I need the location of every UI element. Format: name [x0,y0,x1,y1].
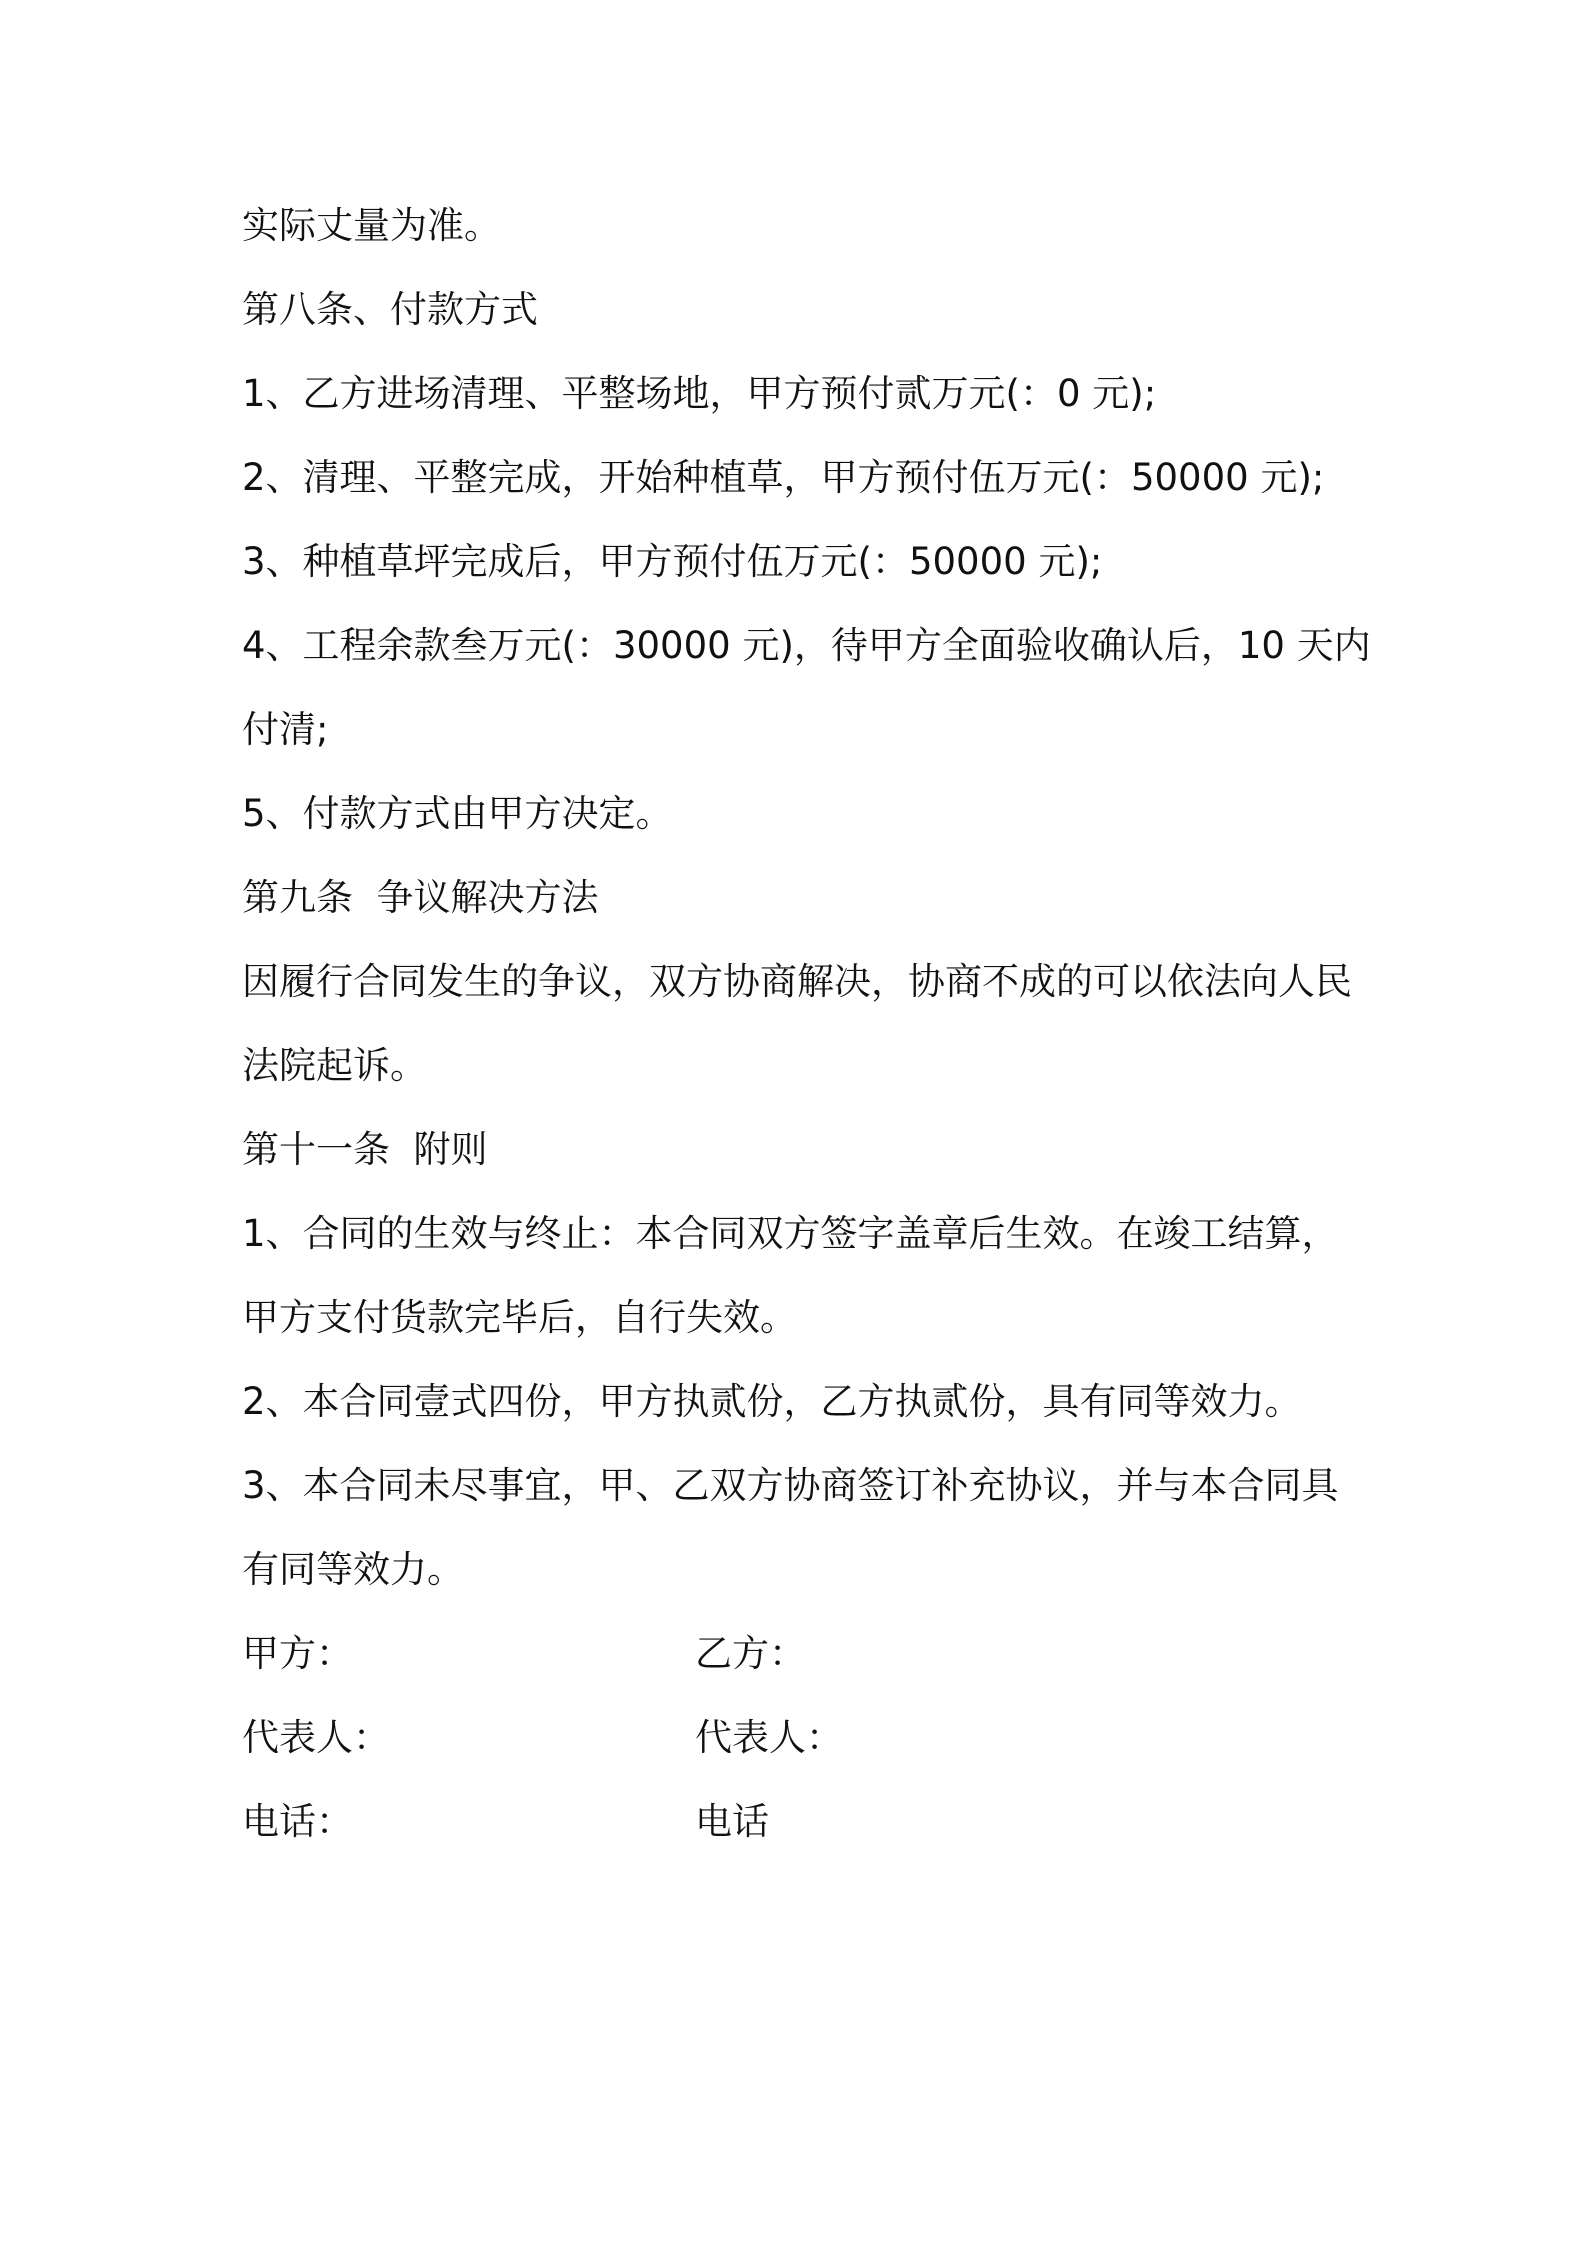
party-b-phone-label: 电话 [695,1800,769,1843]
party-a-label: 甲方： [242,1632,353,1675]
article-8 [242,268,1392,856]
party-b-representative-label: 代表人： [695,1716,843,1759]
signature-row-party [242,1612,1392,1696]
continuation-line: 实际丈量为准。 [242,204,501,247]
supplementary-item-3-line-2: 有同等效力。 [242,1548,464,1591]
party-a-representative-label: 代表人： [242,1716,390,1759]
payment-item-1: 1、乙方进场清理、平整场地，甲方预付贰万元(：0 元); [242,372,1157,415]
article-8-heading: 第八条、付款方式 [242,288,538,331]
article-9 [242,856,1392,1108]
contract-page [242,184,1392,1864]
article-9-heading: 第九条 争议解决方法 [242,876,599,919]
supplementary-item-1-line-2: 甲方支付货款完毕后，自行失效。 [242,1296,797,1339]
signature-block [242,1612,1392,1864]
supplementary-item-1-line-1: 1、合同的生效与终止：本合同双方签字盖章后生效。在竣工结算， [242,1212,1339,1255]
payment-item-3: 3、种植草坪完成后，甲方预付伍万元(：50000 元); [242,540,1103,583]
dispute-paragraph-line-2: 法院起诉。 [242,1044,427,1087]
payment-item-4-line-1: 4、工程余款叁万元(：30000 元)，待甲方全面验收确认后，10 天内 [242,624,1371,667]
dispute-paragraph-line-1: 因履行合同发生的争议，双方协商解决，协商不成的可以依法向人民 [242,960,1352,1003]
article-11 [242,1108,1392,1612]
payment-item-2: 2、清理、平整完成，开始种植草，甲方预付伍万元(：50000 元); [242,456,1325,499]
payment-item-5: 5、付款方式由甲方决定。 [242,792,673,835]
signature-row-phone [242,1780,1392,1864]
signature-row-representative [242,1696,1392,1780]
payment-item-4-line-2: 付清; [242,708,329,751]
supplementary-item-2: 2、本合同壹式四份，甲方执贰份，乙方执贰份，具有同等效力。 [242,1380,1302,1423]
party-b-label: 乙方： [695,1632,806,1675]
supplementary-item-3-line-1: 3、本合同未尽事宜，甲、乙双方协商签订补充协议，并与本合同具 [242,1464,1339,1507]
party-a-phone-label: 电话： [242,1800,353,1843]
article-11-heading: 第十一条 附则 [242,1128,488,1171]
